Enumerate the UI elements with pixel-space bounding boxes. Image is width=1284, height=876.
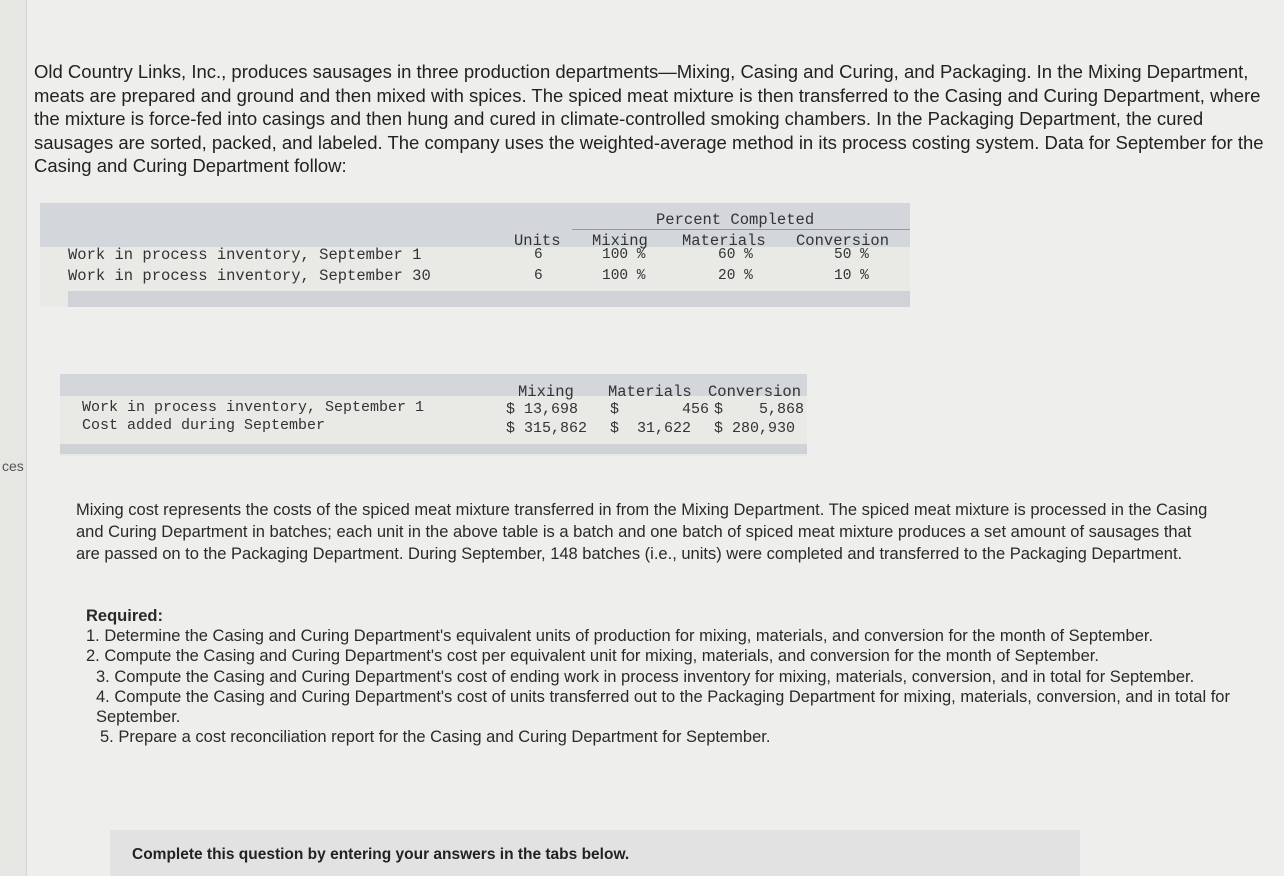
cost-materials-added: $ 31,622	[610, 420, 692, 437]
required-item-2: 2. Compute the Casing and Curing Department's cost per equivalent unit for mixing, materials, and conversion for the month of September.	[86, 647, 1099, 666]
materials-pct-wip-sept-1: 60 %	[718, 247, 753, 263]
answer-tabs-bar	[110, 830, 1080, 876]
cost-row-label-wip-sept-1: Work in process inventory, September 1	[82, 399, 425, 416]
mixing-pct-wip-sept-30: 100 %	[602, 268, 646, 284]
cost-table-footer-band	[60, 444, 807, 454]
header-mixing: Mixing	[592, 232, 648, 250]
cost-header-conversion: Conversion	[708, 383, 802, 401]
percent-completed-rule	[572, 229, 910, 230]
units-wip-sept-1: 6	[534, 247, 543, 263]
side-panel-label: ces	[2, 458, 24, 474]
required-item-3: 3. Compute the Casing and Curing Department's cost of ending work in process inventory for mixing, materials, conversion, and in total for September.	[96, 667, 1195, 686]
cost-mixing-wip-sept-1: $ 13,698	[506, 401, 579, 418]
tabs-instruction: Complete this question by entering your answers in the tabs below.	[132, 846, 630, 863]
cost-mixing-added: $ 315,862	[506, 420, 588, 437]
cost-row-label-added: Cost added during September	[82, 417, 326, 434]
left-panel-edge	[0, 0, 27, 876]
required-title: Required:	[86, 607, 164, 625]
cost-table-header-band	[60, 374, 807, 396]
units-table	[40, 203, 910, 307]
percent-completed-title: Percent Completed	[656, 211, 815, 229]
mixing-cost-explanation: Mixing cost represents the costs of the spiced meat mixture transferred in from the Mixing Department. The spiced meat mixture is processed in the Casing and Curing Department in batches; each unit in the above table is a batch and one batch of spiced meat mixture produces a set amount of sausages that are passed on to the Packaging Department. During September, 148 batches (i.e., units) were completed and transferred to the Packaging Department.	[76, 501, 1208, 563]
required-item-4: 4. Compute the Casing and Curing Department's cost of units transferred out to the Packaging Department for mixing, materials, conversion, and in total for September.	[96, 687, 1230, 727]
mixing-pct-wip-sept-1: 100 %	[602, 247, 646, 263]
header-conversion: Conversion	[796, 232, 890, 250]
required-item-1: 1. Determine the Casing and Curing Department's equivalent units of production for mixing, materials, and conversion for the month of September.	[86, 627, 1154, 646]
units-table-footer-band	[68, 291, 910, 307]
cost-conversion-added: $ 280,930	[714, 420, 796, 437]
row-label-wip-sept-30: Work in process inventory, September 30	[68, 267, 431, 285]
required-item-5: 5. Prepare a cost reconciliation report for the Casing and Curing Department for September.	[100, 728, 771, 747]
conversion-pct-wip-sept-1: 50 %	[834, 247, 869, 263]
conversion-pct-wip-sept-30: 10 %	[834, 268, 869, 284]
cost-conversion-wip-sept-1: $ 5,868	[714, 401, 805, 418]
row-label-wip-sept-1: Work in process inventory, September 1	[68, 246, 422, 264]
header-units: Units	[514, 232, 561, 250]
units-wip-sept-30: 6	[534, 268, 543, 284]
cost-table	[60, 374, 807, 456]
header-materials: Materials	[682, 232, 766, 250]
cost-header-materials: Materials	[608, 383, 692, 401]
required-section	[86, 606, 1236, 747]
materials-pct-wip-sept-30: 20 %	[718, 268, 753, 284]
problem-intro: Old Country Links, Inc., produces sausages in three production departments—Mixing, Casing and Curing, and Packaging. In the Mixing Department, meats are prepared and ground and then mixed with spices. The spiced meat mixture is then transferred to the Casing and Curing Department, where the mixture is force-fed into casings and then hung and cured in climate-controlled smoking chambers. In the Packaging Department, the cured sausages are sorted, packed, and labeled. The company uses the weighted-average method in its process costing system. Data for September for the Casing and Curing Department follow:	[34, 61, 1264, 176]
cost-header-mixing: Mixing	[518, 383, 574, 401]
cost-materials-wip-sept-1: $ 456	[610, 401, 710, 418]
